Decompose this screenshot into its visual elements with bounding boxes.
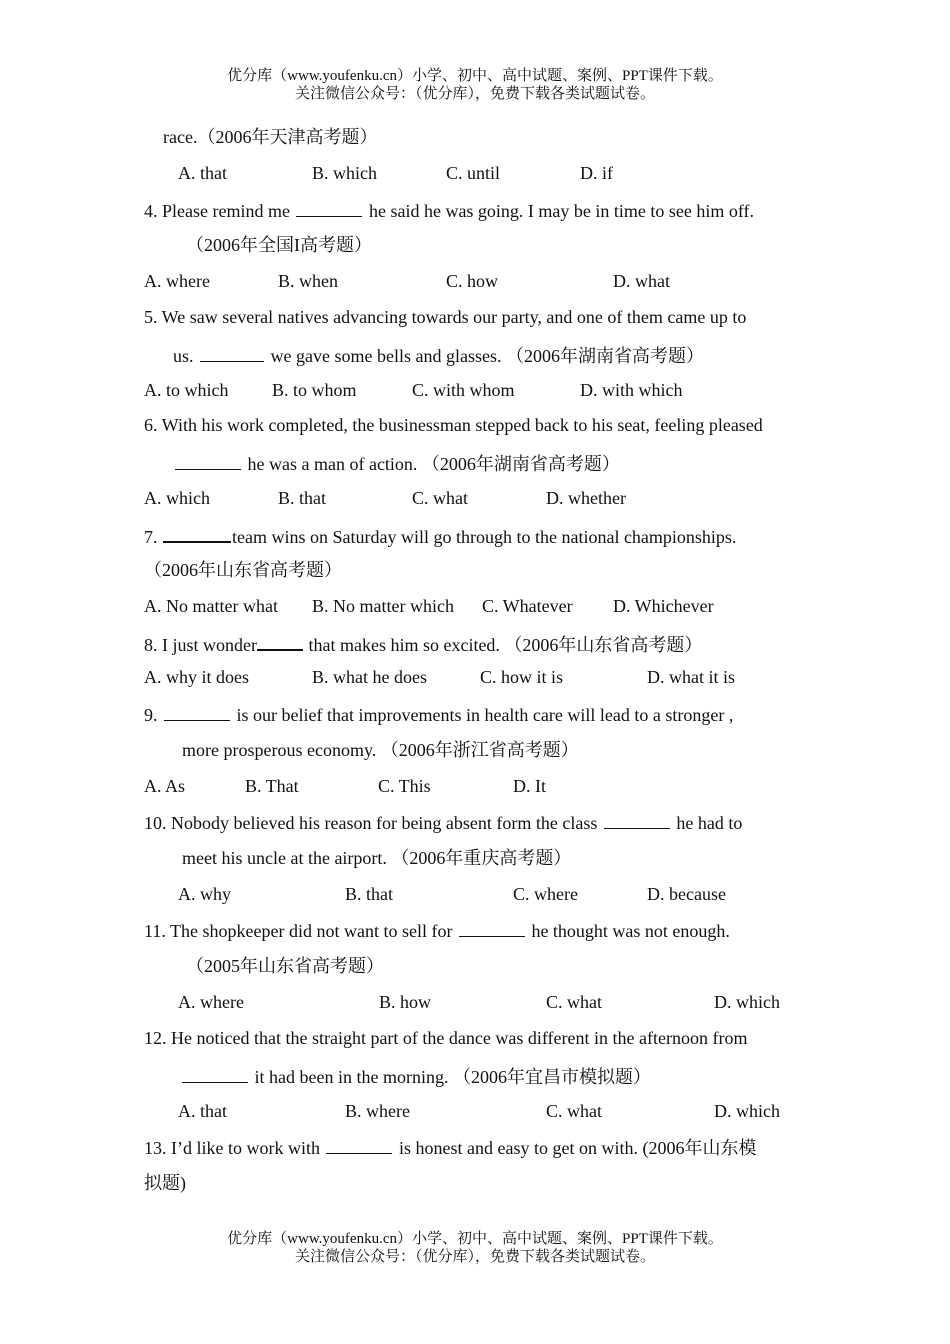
q3-option-c: C. until [446,163,501,183]
q4-option-c: C. how [446,271,499,291]
q6-blank [175,451,241,470]
q5-stem-pre: us. [173,346,194,366]
q8-option-a: A. why it does [144,667,249,687]
q3-option-d: D. if [580,163,613,183]
q11-source: （2005年山东省高考题） [186,956,384,976]
q11-stem-post: he thought was not enough. [531,921,730,941]
q9-option-b: B. That [245,776,299,796]
q4-option-b: B. when [278,271,338,291]
q4-source: （2006年全国I高考题） [186,235,372,255]
q11-option-c: C. what [546,992,602,1012]
q5-option-c: C. with whom [412,380,515,400]
q12-blank [182,1064,248,1083]
footer-line-2: 关注微信公众号：（优分库），免费下载各类试题试卷。 [294,1249,655,1265]
q11-option-a: A. where [178,992,244,1012]
q9-stem-pre: 9. [144,705,158,725]
q3-continuation: race.（2006年天津高考题） [163,127,378,147]
q7-option-b: B. No matter which [312,596,454,616]
q6-stem-line-2 [175,451,620,475]
q13-stem-post: is honest and easy to get on with. (2006年山东模 [398,1138,757,1158]
q5-option-a: A. to which [144,380,229,400]
q5-stem-post: we gave some bells and glasses. （2006年湖南省高考题） [270,346,704,366]
q7-option-d: D. Whichever [613,596,714,616]
q12-option-c: C. what [546,1101,602,1121]
q12-option-d: D. which [714,1101,780,1121]
q12-option-b: B. where [345,1101,410,1121]
q7-stem-post: team wins on Saturday will go through to the national championships. [232,527,737,547]
q13-blank [326,1135,392,1154]
q7-option-c: C. Whatever [482,596,573,616]
q8-stem-post: that makes him so excited. （2006年山东省高考题） [308,635,703,655]
q10-stem-line-1 [144,810,742,834]
q8-stem-pre: 8. I just wonder [144,635,257,655]
q9-option-d: D. It [513,776,546,796]
q4-option-a: A. where [144,271,210,291]
q10-option-b: B. that [345,884,393,904]
q10-stem-post: he had to [676,813,743,833]
q8-option-d: D. what it is [647,667,735,687]
q11-stem [144,918,730,942]
q10-option-c: C. where [513,884,578,904]
q11-option-d: D. which [714,992,780,1012]
q5-stem-line-2 [173,343,704,367]
q7-stem [144,523,736,548]
q6-stem-post: he was a man of action. （2006年湖南省高考题） [247,454,620,474]
q8-stem [144,631,702,656]
q4-blank [296,198,362,217]
q10-stem-pre: 10. Nobody believed his reason for being absent form the class [144,813,598,833]
q9-option-c: C. This [378,776,431,796]
q5-option-b: B. to whom [272,380,357,400]
q10-option-d: D. because [647,884,726,904]
q5-option-d: D. with which [580,380,683,400]
q7-source: （2006年山东省高考题） [144,560,342,580]
q5-blank [200,343,264,362]
page-footer [0,1230,950,1266]
q4-option-d: D. what [613,271,670,291]
q8-option-b: B. what he does [312,667,427,687]
q3-option-b: B. which [312,163,377,183]
q4-stem-pre: 4. Please remind me [144,201,290,221]
q7-option-a: A. No matter what [144,596,278,616]
q6-option-b: B. that [278,488,326,508]
q11-blank [459,918,525,937]
q13-stem-line-1 [144,1135,756,1159]
q7-stem-pre: 7. [144,527,158,547]
q6-option-a: A. which [144,488,210,508]
q6-option-c: C. what [412,488,468,508]
header-line-1: 优分库（www.youfenku.cn）小学、初中、高中试题、案例、PPT课件下载。 [227,68,723,84]
q9-stem-line-2: more prosperous economy. （2006年浙江省高考题） [182,740,579,760]
q5-stem-line-1: 5. We saw several natives advancing towards our party, and one of them came up to [144,307,747,327]
q11-stem-pre: 11. The shopkeeper did not want to sell for [144,921,453,941]
q10-option-a: A. why [178,884,231,904]
q12-stem-line-2 [182,1064,651,1088]
q12-stem-post: it had been in the morning. （2006年宜昌市模拟题） [254,1067,651,1087]
q12-option-a: A. that [178,1101,227,1121]
q6-stem-line-1: 6. With his work completed, the businessman stepped back to his seat, feeling pleased [144,415,763,435]
footer-line-1: 优分库（www.youfenku.cn）小学、初中、高中试题、案例、PPT课件下载。 [227,1231,723,1247]
q9-stem-line-1 [144,702,733,726]
q8-blank [257,631,303,651]
page-header [0,67,950,103]
q10-blank [604,810,670,829]
q9-stem-post: is our belief that improvements in health care will lead to a stronger , [236,705,734,725]
q12-stem-line-1: 12. He noticed that the straight part of the dance was different in the afternoon from [144,1028,748,1048]
q9-blank [164,702,230,721]
q13-stem-line-2: 拟题) [144,1173,186,1193]
q4-stem [144,198,754,222]
q13-stem-pre: 13. I’d like to work with [144,1138,320,1158]
q7-blank [163,523,231,543]
q4-stem-post: he said he was going. I may be in time to see him off. [368,201,755,221]
q9-option-a: A. As [144,776,186,796]
q10-stem-line-2: meet his uncle at the airport. （2006年重庆高考题） [182,848,572,868]
q6-option-d: D. whether [546,488,626,508]
header-line-2: 关注微信公众号：（优分库），免费下载各类试题试卷。 [294,86,655,102]
q8-option-c: C. how it is [480,667,564,687]
q11-option-b: B. how [379,992,432,1012]
q3-option-a: A. that [178,163,227,183]
